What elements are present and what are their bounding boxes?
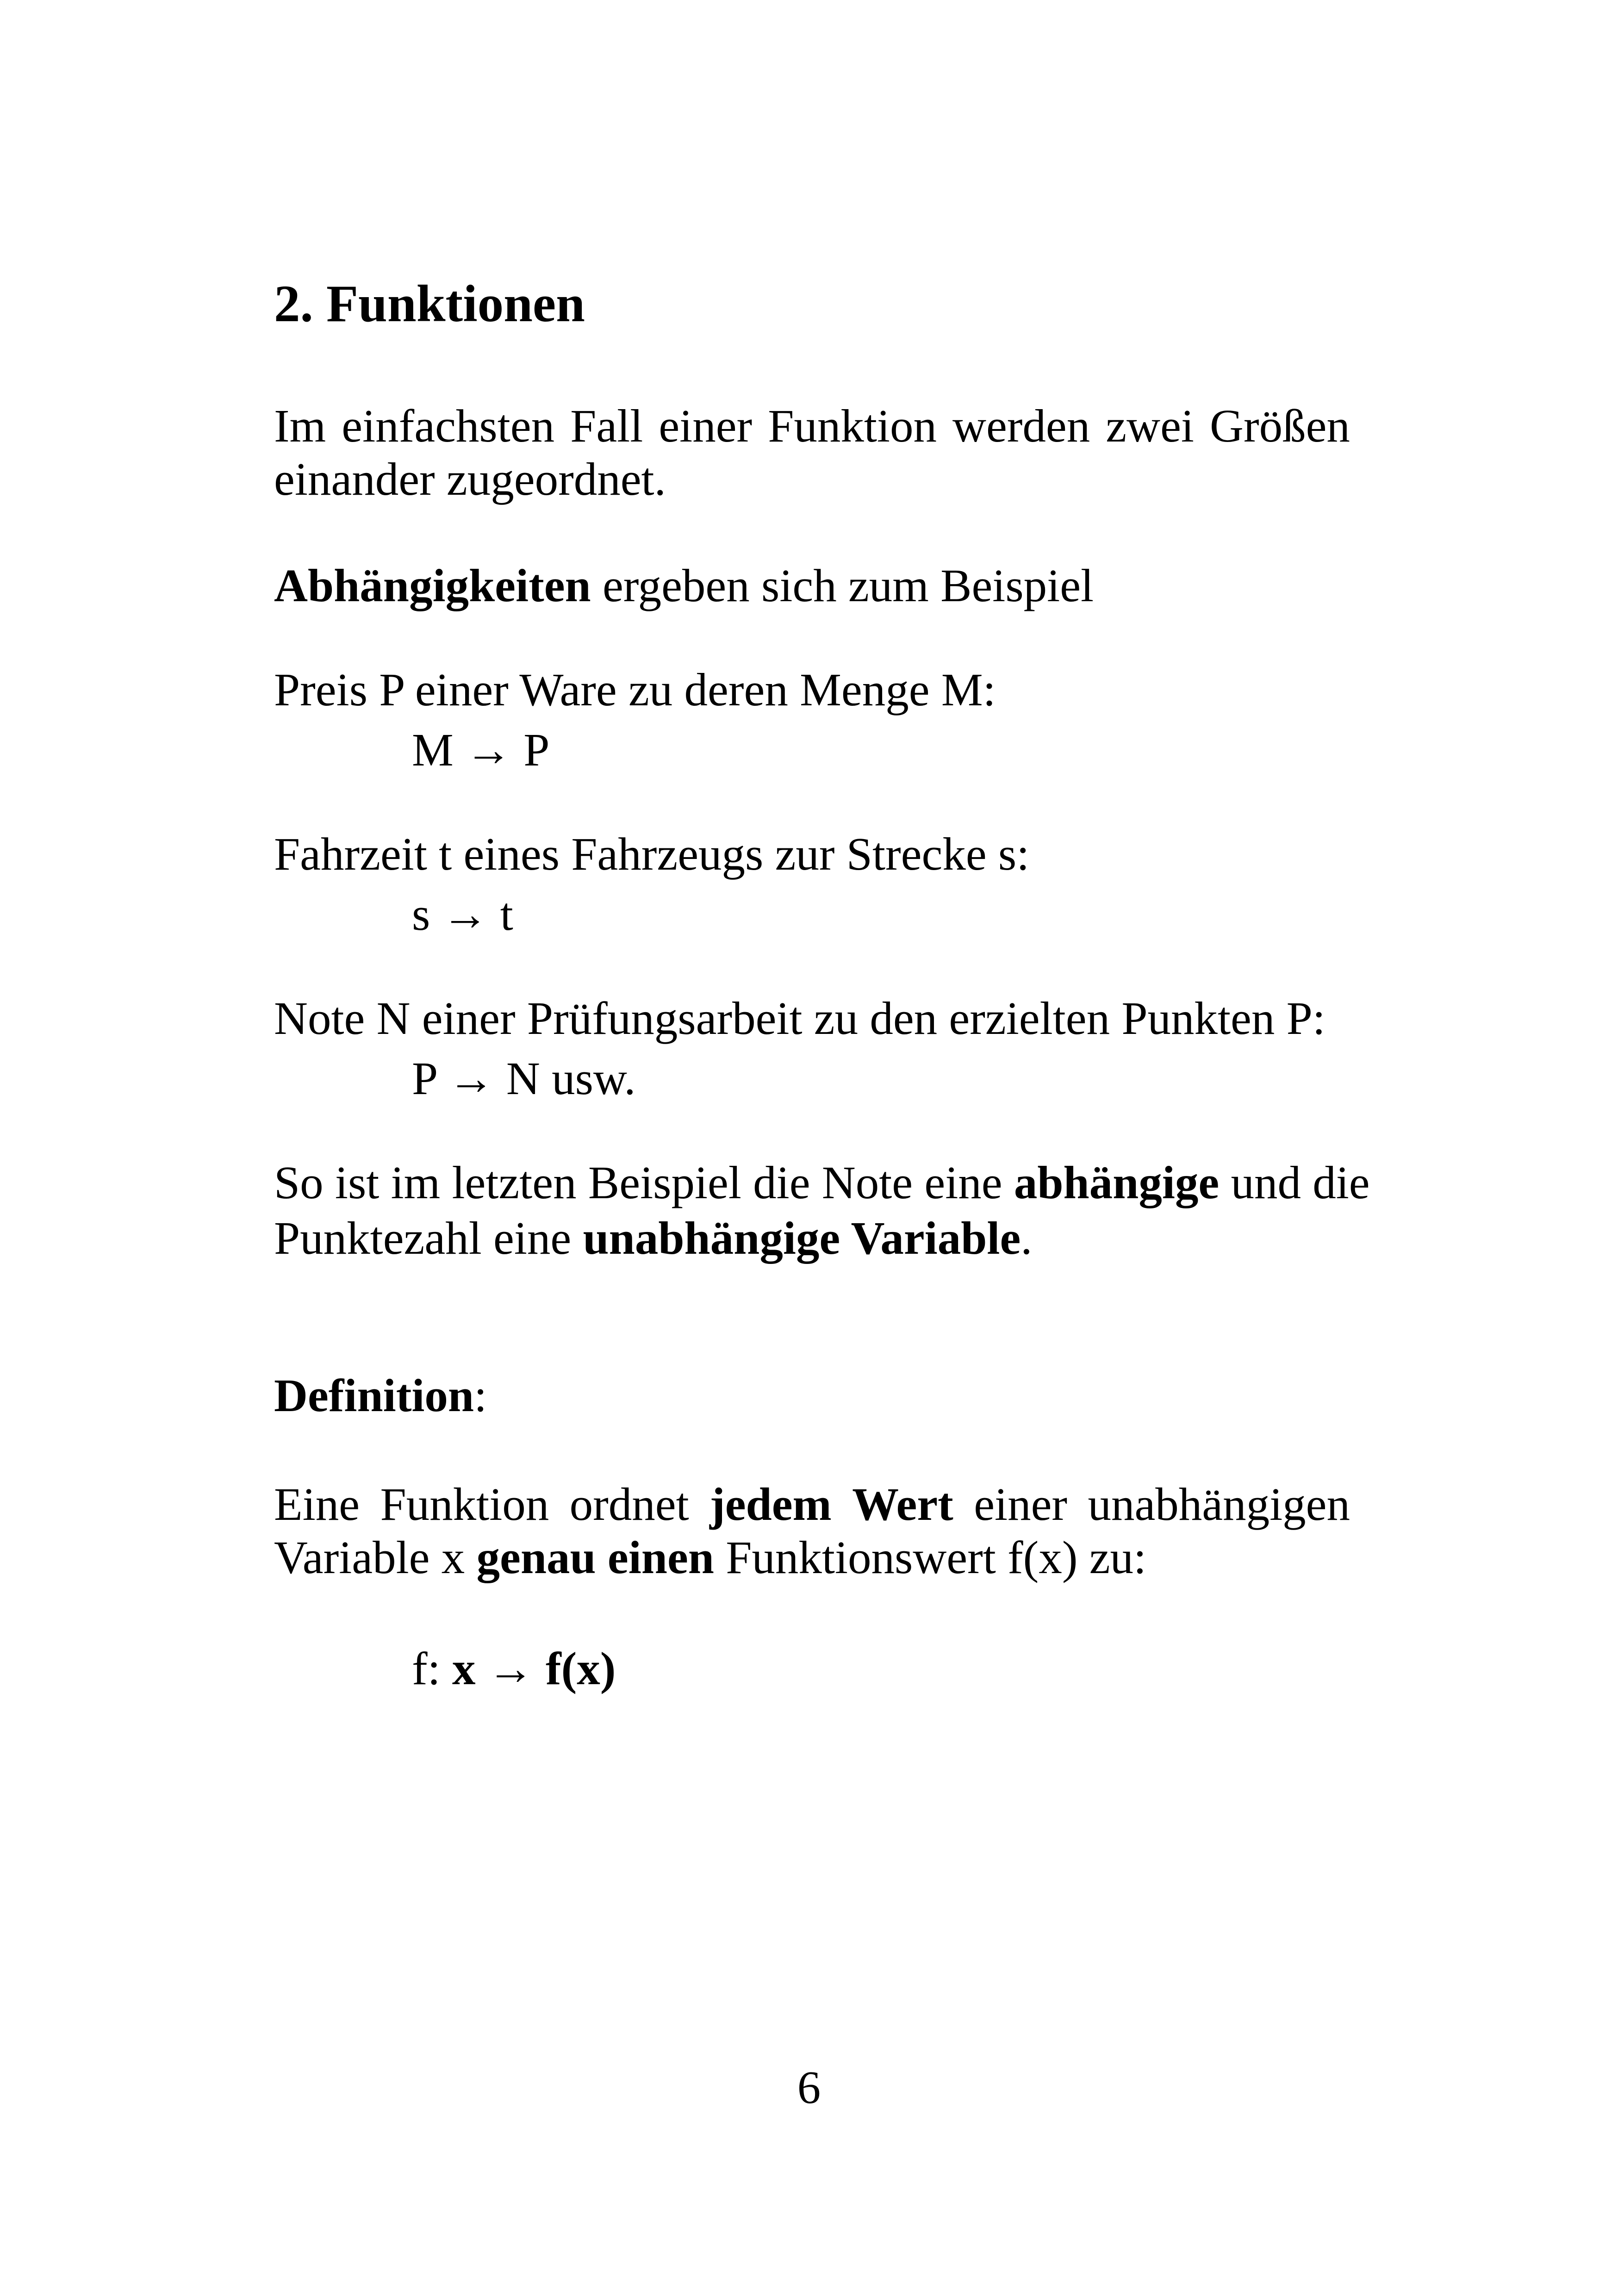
example-travel-mapping: s → t — [412, 888, 513, 940]
intro-word: Größen — [1210, 400, 1350, 452]
definition-word: einer — [974, 1478, 1068, 1530]
definition-bold-exactly-one: genau einen — [476, 1531, 714, 1583]
definition-colon: : — [474, 1369, 487, 1421]
definition-label: Definition — [274, 1369, 474, 1421]
definition-word: Eine — [274, 1478, 360, 1530]
example-travel-text: Fahrzeit t eines Fahrzeugs zur Strecke s: — [274, 828, 1030, 880]
formula-mapping: x → f(x) — [452, 1643, 616, 1694]
conclusion-text: und die — [1219, 1157, 1370, 1208]
definition-word: unabhängigen — [1088, 1478, 1350, 1530]
definition-word: Funktion — [380, 1478, 549, 1530]
definition-line-1 — [274, 1478, 1350, 1530]
intro-word: werden — [952, 400, 1090, 452]
definition-text: Variable x — [274, 1531, 477, 1583]
intro-line-1 — [274, 400, 1350, 452]
example-grade-text: Note N einer Prüfungsarbeit zu den erzielten Punkten P: — [274, 992, 1326, 1044]
definition-label-line — [274, 1369, 487, 1421]
definition-word-bold: jedem — [709, 1478, 832, 1530]
definition-line-2 — [274, 1531, 1147, 1583]
intro-word: Funktion — [768, 400, 937, 452]
conclusion-line-1 — [274, 1159, 1370, 1206]
definition-word-bold: Wert — [852, 1478, 953, 1530]
definition-text: Funktionswert f(x) zu: — [714, 1531, 1147, 1583]
dependencies-rest: ergeben sich zum Beispiel — [591, 560, 1094, 611]
intro-line-2: einander zugeordnet. — [274, 453, 666, 505]
page-number: 6 — [797, 2061, 821, 2113]
dependencies-term: Abhängigkeiten — [274, 560, 591, 611]
example-price-mapping: M → P — [412, 724, 550, 776]
conclusion-bold-dependent: abhängige — [1014, 1157, 1220, 1208]
formula-prefix: f: — [412, 1643, 452, 1694]
intro-word: einfachsten — [342, 400, 555, 452]
section-heading: 2. Funktionen — [274, 275, 585, 333]
conclusion-bold-independent: unabhängige Variable — [583, 1212, 1021, 1264]
intro-word: zwei — [1106, 400, 1194, 452]
function-formula — [412, 1645, 616, 1692]
intro-word: Fall — [570, 400, 643, 452]
intro-word: Im — [274, 400, 326, 452]
example-price-text: Preis P einer Ware zu deren Menge M: — [274, 664, 996, 716]
dependencies-line — [274, 562, 1094, 609]
example-grade-mapping: P → N usw. — [412, 1052, 636, 1104]
conclusion-line-2 — [274, 1212, 1033, 1264]
conclusion-text: Punktezahl eine — [274, 1212, 583, 1264]
definition-word: ordnet — [569, 1478, 689, 1530]
intro-word: einer — [659, 400, 753, 452]
conclusion-text: So ist im letzten Beispiel die Note eine — [274, 1157, 1014, 1208]
conclusion-text: . — [1021, 1212, 1033, 1264]
